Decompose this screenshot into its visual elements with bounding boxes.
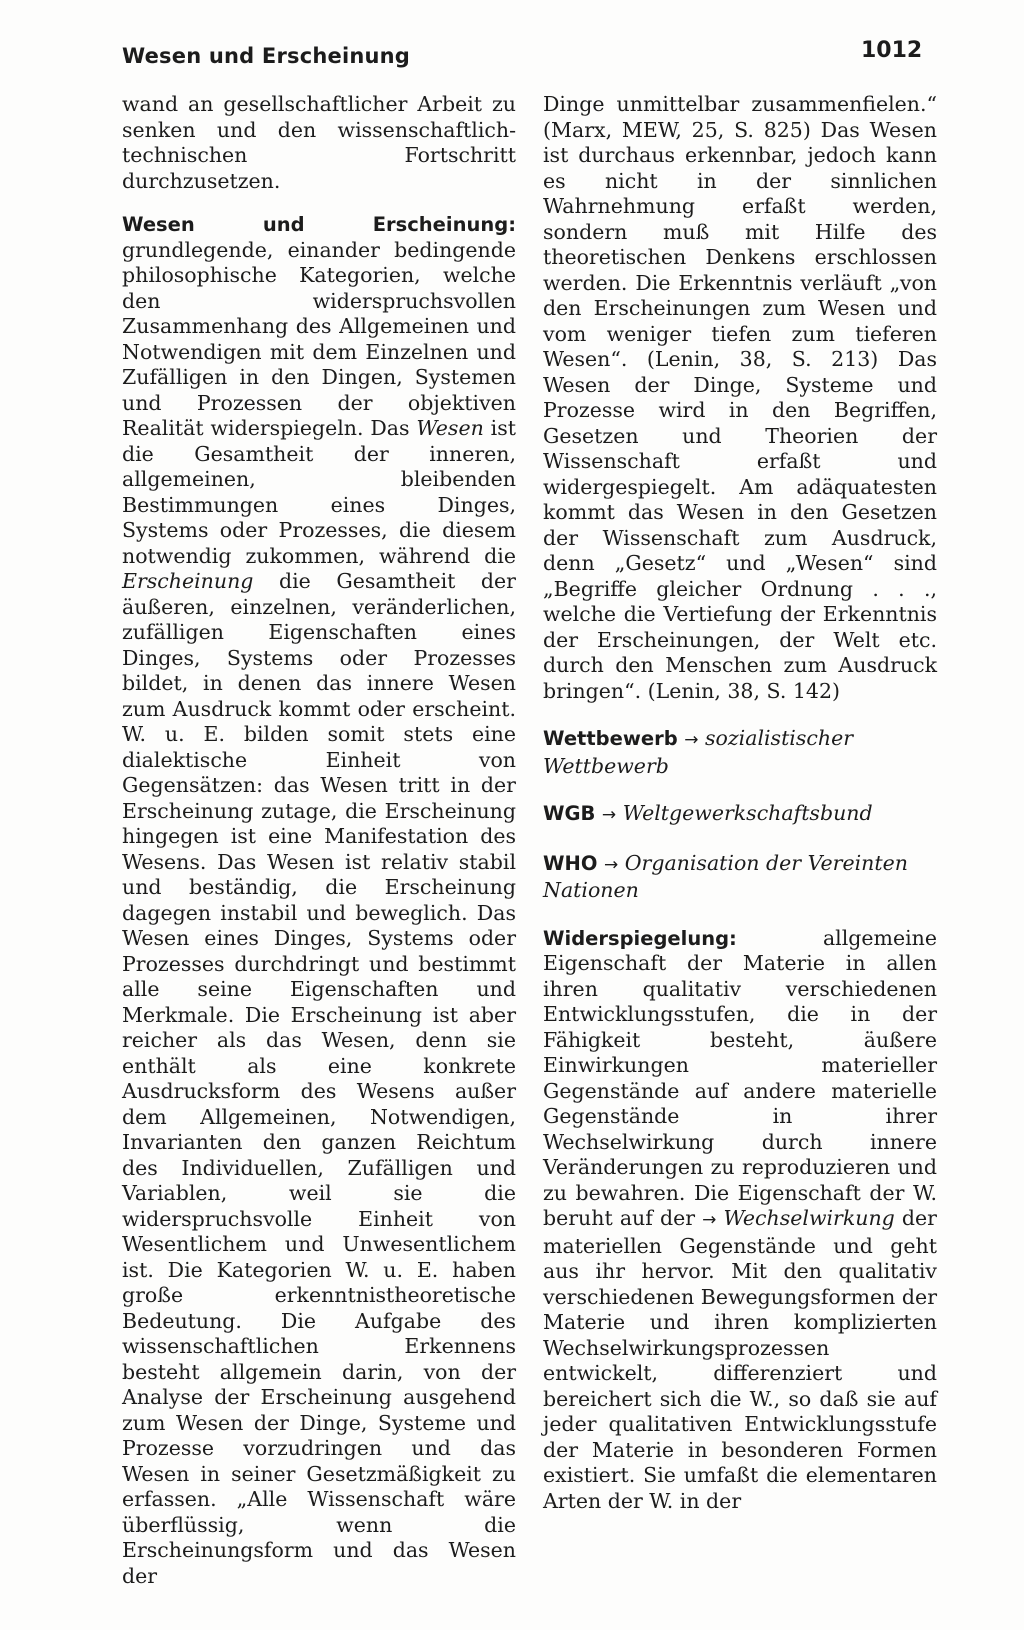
crossref-link[interactable]: Wechselwirkung (723, 1206, 895, 1230)
right-column (543, 92, 937, 1514)
entry-widerspiegelung (543, 926, 937, 1515)
see-arrow-icon: → (702, 1210, 717, 1230)
entry-lemma: Wesen und Erscheinung: (122, 213, 516, 236)
left-column (122, 92, 516, 1589)
entry-wesen-und-erscheinung (122, 212, 516, 1589)
entry-text: allgemeine Eigenschaft der Materie in allen ihren qualitativ verschiedenen Entwicklungsstufen, die in der Fähigkeit besteht, äußere Einwirkungen materieller Gegenstände auf andere materielle Gegenstände in ihrer Wechselwirkung durch innere Veränderungen zu reproduzieren und zu bewahren. Die Eigenschaft der W. beruht auf der (543, 925, 937, 1230)
entry-lemma: Wettbewerb (543, 727, 678, 750)
entry-text: ist die Gesamtheit der inneren, allgemeinen, bleibenden Bestimmungen eines Dinges, Systems oder Prozesses, die diesem notwendig zukommen, während die (122, 416, 516, 568)
crossref-link[interactable]: Organisation der Vereinten Nationen (543, 850, 908, 902)
continuation-text: wand an gesellschaftlicher Arbeit zu senken und den wissenschaftlich-technischen Fortschritt durchzusetzen. (122, 92, 516, 193)
emphasized-term: Wesen (416, 416, 484, 440)
entry-text: grundlegende, einander bedingende philosophische Kategorien, welche den widerspruchsvollen Zusammenhang des Allgemeinen und Notwendigen mit dem Einzelnen und Zufälligen in den Dingen, Systemen und Prozessen der objektiven Realität widerspiegeln. Das (122, 237, 516, 440)
emphasized-term: Erscheinung (122, 569, 254, 593)
crossref-link[interactable]: Weltgewerkschaftsbund (622, 801, 873, 825)
see-arrow-icon: → (603, 854, 619, 875)
see-arrow-icon: → (684, 730, 699, 750)
crossref-link[interactable]: sozialistischer Wettbewerb (543, 726, 854, 778)
crossref-entry-who (543, 851, 937, 904)
continuation-text: Dinge unmittelbar zusammenfielen.“ (Marx, MEW, 25, S. 825) Das Wesen ist durchaus erkennbar, jedoch kann es nicht in der sinnlichen Wahrnehmung erfaßt werden, sondern muß mit Hilfe des theoretischen Denkens erschlossen werden. Die Erkenntnis verläuft „von den Erscheinungen zum Wesen und vom weniger tiefen zum tieferen Wesen“. (Lenin, 38, S. 213) Das Wesen der Dinge, Systeme und Prozesse wird in den Begriffen, Gesetzen und Theorien der Wissenschaft erfaßt und widergespiegelt. Am adäquatesten kommt das Wesen in den Gesetzen der Wissenschaft zum Ausdruck, denn „Gesetz“ und „Wesen“ sind „Begriffe gleicher Ordnung . . ., welche die Vertiefung der Erkenntnis der Erscheinungen, der Welt etc. durch den Menschen zum Ausdruck bringen“. (Lenin, 38, S. 142) (543, 92, 937, 703)
entry-lemma: WGB (543, 802, 596, 825)
entry-text: die Gesamtheit der äußeren, einzelnen, veränderlichen, zufälligen Eigenschaften eines Dinges, Systems oder Prozesses bildet, in denen das innere Wesen zum Ausdruck kommt oder erscheint. W. u. E. bilden somit stets eine dialektische Einheit von Gegensätzen: das Wesen tritt in der Erscheinung zutage, die Erscheinung hingegen ist eine Manifestation des Wesens. Das Wesen ist relativ stabil und beständig, die Erscheinung dagegen instabil und beweglich. Das Wesen eines Dinges, Systems oder Prozesses durchdringt und bestimmt alle seine Eigenschaften und Merkmale. Die Erscheinung ist aber reicher als das Wesen, denn sie enthält als eine konkrete Ausdrucksform des Wesens außer dem Allgemeinen, Notwendigen, Invarianten den ganzen Reichtum des Individuellen, Zufälligen und Variablen, weil sie die widerspruchsvolle Einheit von Wesentlichem und Unwesentlichem ist. Die Kategorien W. u. E. haben große erkenntnistheoretische Bedeutung. Die Aufgabe des wissenschaftlichen Erkennens besteht allgemein darin, von der Analyse der Erscheinung ausgehend zum Wesen der Dinge, Systeme und Prozesse vorzudringen und das Wesen in seiner Gesetzmäßigkeit zu erfassen. „Alle Wissenschaft wäre überflüssig, wenn die Erscheinungsform und das Wesen der (122, 569, 516, 1588)
crossref-entry-wettbewerb (543, 726, 937, 779)
entry-lemma: Widerspiegelung: (543, 926, 737, 950)
entry-text: der materiellen Gegenstände und geht aus ihr hervor. Mit den qualitativ verschiedenen Bewegungsformen der Materie und ihren komplizierten Wechselwirkungsprozessen entwickelt, differenziert und bereichert sich die W., so daß sie auf jeder qualitativen Entwicklungsstufe der Materie in besonderen Formen existiert. Sie umfaßt die elementaren Arten der W. in der (543, 1206, 937, 1513)
entry-lemma: WHO (543, 851, 598, 875)
see-arrow-icon: → (601, 805, 617, 825)
running-title: Wesen und Erscheinung (122, 44, 411, 68)
page-number: 1012 (861, 38, 923, 63)
crossref-entry-wgb (543, 801, 937, 829)
